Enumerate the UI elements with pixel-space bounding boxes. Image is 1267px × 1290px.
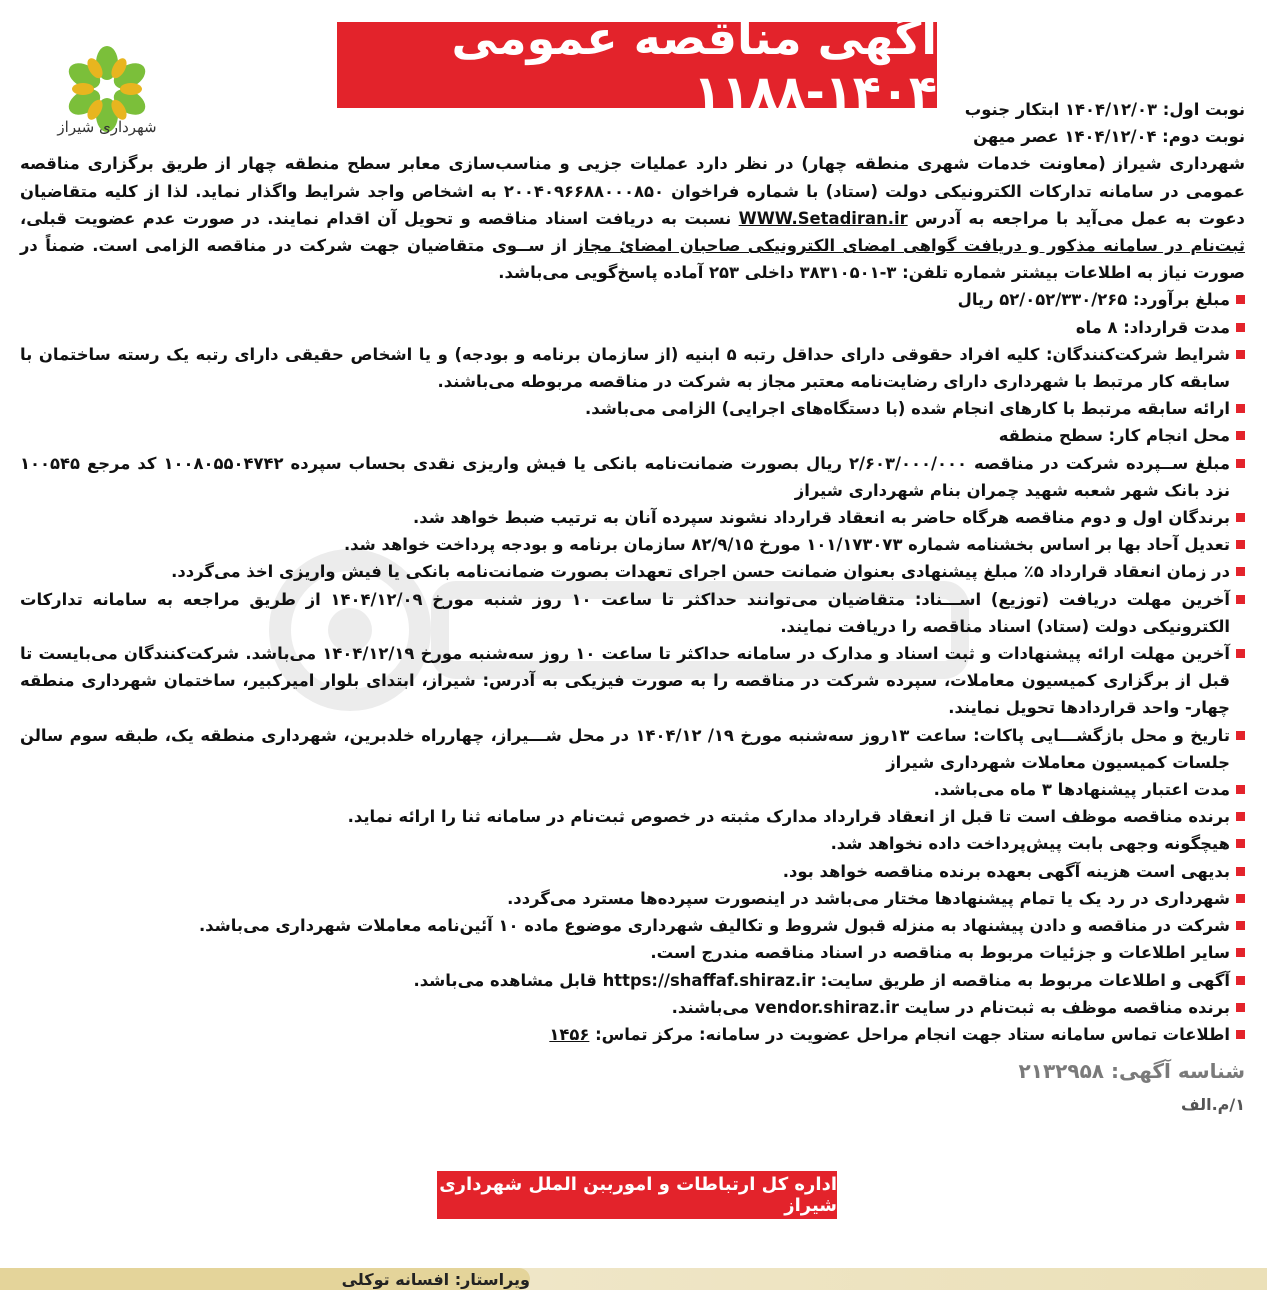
logo-caption: شهرداری شیراز xyxy=(57,118,157,136)
bullet-icon xyxy=(1236,567,1245,576)
bullet-icon xyxy=(1236,1030,1245,1039)
editor-credit xyxy=(0,1268,530,1290)
bullet-icon xyxy=(1236,948,1245,957)
list-item-text: تعدیل آحاد بها بر اساس بخشنامه شماره ۱۰۱/۱۷۳۰۷۳ مورخ ۸۲/۹/۱۵ سازمان برنامه و بودجه پرداخت خواهد شد. xyxy=(343,535,1230,555)
list-item-text: ارائه سابقه مرتبط با کارهای انجام شده (با دستگاه‌های اجرایی) الزامی می‌باشد. xyxy=(585,399,1230,419)
bullet-icon xyxy=(1236,295,1245,304)
first-publication: نوبت اول: ۱۴۰۴/۱۲/۰۳ ابتکار جنوب xyxy=(964,100,1245,119)
bullet-icon xyxy=(1236,921,1245,930)
bullet-icon xyxy=(1236,976,1245,985)
list-item xyxy=(20,422,1245,449)
list-item xyxy=(20,586,1245,640)
bullet-icon xyxy=(1236,350,1245,359)
list-item-text: مبلغ برآورد: ۵۲/۰۵۲/۳۳۰/۲۶۵ ریال xyxy=(957,290,1230,310)
department-banner: اداره کل ارتباطات و امورببن الملل شهرداری شیراز xyxy=(437,1171,837,1219)
bullet-icon xyxy=(1236,1003,1245,1012)
list-item xyxy=(20,912,1245,939)
list-item-text: هیچگونه وجهی بابت پیش‌پرداخت داده نخواهد شد. xyxy=(830,834,1230,854)
list-item xyxy=(20,994,1245,1021)
list-item xyxy=(20,314,1245,341)
bullet-icon xyxy=(1236,731,1245,740)
bullet-icon xyxy=(1236,459,1245,468)
list-item xyxy=(20,504,1245,531)
intro-text-3: ثبت‌نام در سامانه مذکور و دریافت گواهی امضای الکترونیکی صاحبان امضائ مجاز xyxy=(574,236,1245,256)
list-item-text: تاریخ و محل بازگشـــایی پاکات: ساعت ۱۳روز سه‌شنبه مورخ ۱۹/ ۱۴۰۴/۱۲ در محل شـــیراز، چهارراه خلدبرین، شهرداری منطقه یک، طبقه سوم سالن جلسات کمیسیون معاملات شهرداری شیراز xyxy=(20,725,1230,772)
list-item xyxy=(20,395,1245,422)
bullet-icon xyxy=(1236,894,1245,903)
intro-text-2: نسبت به دریافت اسناد مناقصه و تحویل آن اقدام نمایند. در صورت عدم عضویت قبلی، xyxy=(20,208,732,228)
ad-code: ۱/م.الف xyxy=(1181,1095,1245,1115)
bullet-icon xyxy=(1236,785,1245,794)
bullet-icon xyxy=(1236,595,1245,604)
list-item-text: برنده مناقصه موظف به ثبت‌نام در سایت vendor.shiraz.ir می‌باشند. xyxy=(671,997,1230,1017)
list-item-text: مدت اعتبار پیشنهادها ۳ ماه می‌باشد. xyxy=(933,780,1230,800)
intro-paragraph xyxy=(20,150,1245,286)
list-item-text: آگهی و اطلاعات مربوط به مناقصه از طریق سایت: https://shaffaf.shiraz.ir قابل مشاهده می‌باشد. xyxy=(413,970,1230,990)
intro-text-4: از ســوی متقاضیان جهت شرکت در مناقصه الزامی است. ضمناً در صورت نیاز به اطلاعات بیشتر شماره تلفن: ۳-۳۸۳۱۰۵۰۱ داخلی ۲۵۳ آماده پاسخ‌گویی می‌باشد. xyxy=(20,236,1245,283)
list-item-text: مدت قرارداد: ۸ ماه xyxy=(1075,317,1230,337)
bullet-icon xyxy=(1236,431,1245,440)
bullet-icon xyxy=(1236,323,1245,332)
list-item xyxy=(20,885,1245,912)
list-item xyxy=(20,1021,1245,1048)
contact-number: ۱۴۵۶ xyxy=(549,1024,590,1044)
contact-text: اطلاعات تماس سامانه ستاد جهت انجام مراحل عضویت در سامانه: مرکز تماس: xyxy=(595,1024,1230,1044)
list-item-text: برندگان اول و دوم مناقصه هرگاه حاضر به انعقاد قرارداد نشوند سپرده آنان به ترتیب ضبط خواهد شد. xyxy=(413,508,1230,528)
list-item xyxy=(20,450,1245,504)
list-item-text: آخرین مهلت ارائه پیشنهادات و ثبت اسناد و مدارک در سامانه حداکثر تا ساعت ۱۰ روز سه‌شنبه مورخ ۱۴۰۴/۱۲/۱۹ می‌باشد. شرکت‌کنندگان می‌بایست تا قبل از برگزاری کمیسیون معاملات، سپرده شرکت در مناقصه را به صورت فیزیکی به آدرس: شیراز، ابتدای بلوار امیرکبیر، ساختمان شهرداری منطقه چهار- واحد قراردادها تحویل نمایند. xyxy=(20,644,1230,718)
bullet-icon xyxy=(1236,404,1245,413)
list-item-text: شرایط شرکت‌کنندگان: کلیه افراد حقوقی دارای حداقل رتبه ۵ ابنیه (از سازمان برنامه و بودجه) و یا اشخاص حقیقی دارای رتبه یک رسته ساختمان با سابقه کار مرتبط با شهرداری دارای رضایت‌نامه معتبر مجاز به شرکت در مناقصه مربوطه می‌باشند. xyxy=(20,344,1230,392)
list-item-text: برنده مناقصه موظف است تا قبل از انعقاد قرارداد مدارک مثبته در خصوص ثبت‌نام در سامانه ثنا را ارائه نماید. xyxy=(347,807,1230,827)
list-item-text: مبلغ ســپرده شرکت در مناقصه ۲/۶۰۳/۰۰۰/۰۰۰ ریال بصورت ضمانت‌نامه بانکی یا فیش واریزی نقدی بحساب سپرده ۱۰۰۸۰۵۵۰۴۷۴۲ کد مرجع ۱۰۰۵۴۵ نزد بانک شهر شعبه شهید چمران بنام شهرداری شیراز xyxy=(20,453,1230,500)
list-item-text: بدیهی است هزینه آگهی بعهده برنده مناقصه خواهد بود. xyxy=(782,861,1230,881)
bullet-icon xyxy=(1236,540,1245,549)
list-item-text: سایر اطلاعات و جزئیات مربوط به مناقصه در اسناد مناقصه مندرج است. xyxy=(650,943,1230,963)
list-item-text: شهرداری در رد یک یا تمام پیشنهادها مختار می‌باشد در اینصورت سپرده‌ها مسترد می‌گردد. xyxy=(507,888,1230,908)
bullet-icon xyxy=(1236,812,1245,821)
ad-id: شناسه آگهی: ۲۱۳۲۹۵۸ xyxy=(1018,1059,1245,1084)
list-item xyxy=(20,558,1245,585)
second-publication: نوبت دوم: ۱۴۰۴/۱۲/۰۴ عصر میهن xyxy=(973,127,1245,147)
list-item-text: در زمان انعقاد قرارداد ۵٪ مبلغ پیشنهادی بعنوان ضمانت حسن اجرای تعهدات بصورت ضمانت‌نامه بانکی یا فیش واریزی اخذ می‌گردد. xyxy=(171,562,1230,582)
bullet-icon xyxy=(1236,649,1245,658)
list-item xyxy=(20,858,1245,885)
ad-body xyxy=(20,96,1245,1119)
list-item xyxy=(20,286,1245,313)
intro-text-1: شهرداری شیراز (معاونت خدمات شهری منطقه چهار) در نظر دارد عملیات جزیی و مناسب‌سازی معابر سطح منطقه چهار از طریق برگزاری مناقصه عمومی در سامانه تدارکات الکترونیکی دولت (ستاد) با شماره فراخوان ۲۰۰۴۰۹۶۶۸۸۰۰۰۸۵۰ به اشخاص واجد شرایط واگذار نماید. لذا از کلیه متقاضیان دعوت به عمل می‌آید با مراجعه به آدرس xyxy=(20,154,1245,228)
bullet-icon xyxy=(1236,839,1245,848)
list-item-text: آخرین مهلت دریافت (توزیع) اســـناد: متقاضیان می‌توانند حداکثر تا ساعت ۱۰ روز شنبه مورخ ۱۴۰۴/۱۲/۰۹ از طریق مراجعه به سامانه تدارکات الکترونیکی دولت (ستاد) اسناد مناقصه را دریافت نمایند. xyxy=(20,589,1231,636)
editor-label: ویراستار: افسانه توکلی xyxy=(341,1269,530,1289)
conditions-list xyxy=(20,286,1245,1020)
list-item xyxy=(20,722,1245,776)
list-item xyxy=(20,776,1245,803)
list-item xyxy=(20,830,1245,857)
bullet-icon xyxy=(1236,867,1245,876)
list-item xyxy=(20,803,1245,830)
list-item xyxy=(20,939,1245,966)
list-item xyxy=(20,640,1245,722)
list-item xyxy=(20,531,1245,558)
page-title: آگهی مناقصه عمومی ۱۴۰۴-۱۱۸۸ xyxy=(337,22,937,108)
bullet-icon xyxy=(1236,513,1245,522)
list-item xyxy=(20,341,1245,395)
list-item xyxy=(20,967,1245,994)
setadiran-link[interactable]: WWW.Setadiran.ir xyxy=(738,208,908,228)
list-item-text: محل انجام کار: سطح منطقه xyxy=(998,426,1230,446)
list-item-text: شرکت در مناقصه و دادن پیشنهاد به منزله قبول شروط و تکالیف شهرداری موضوع ماده ۱۰ آئین‌نامه معاملات شهرداری می‌باشد. xyxy=(198,916,1230,936)
